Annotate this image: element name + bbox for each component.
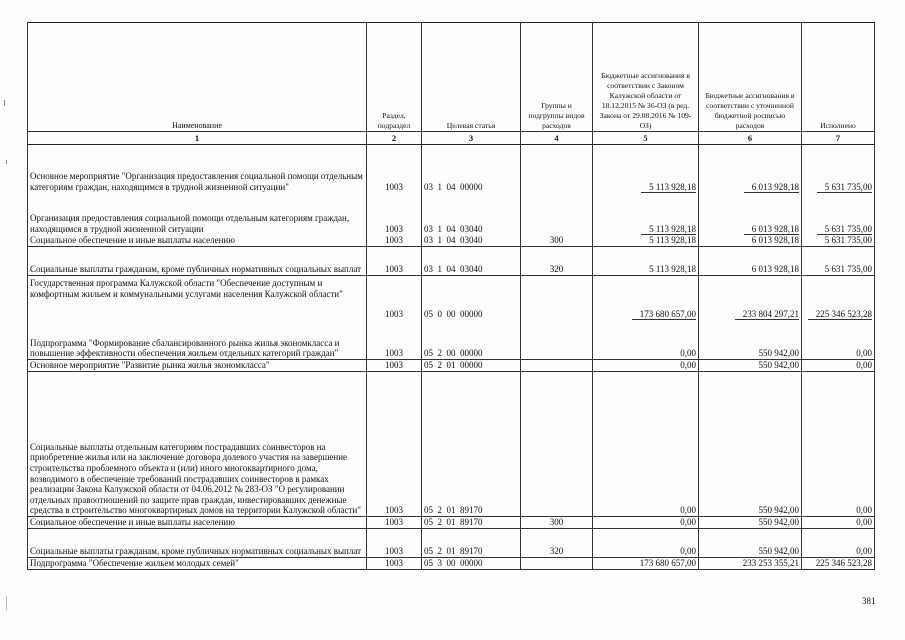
- row-section: 1003: [367, 247, 422, 276]
- row-target: 05 3 00 00000: [422, 558, 521, 570]
- row-section: 1003: [367, 276, 422, 320]
- table-row: [28, 558, 875, 570]
- row-group: [521, 320, 593, 360]
- row-name: Социальные выплаты отдельным категориям пострадавших соинвесторов на приобретение жилья или на заключение договора долевого участия на завершение строительства проблемного объекта и (или) иного многоквартирного дома, возводимого в обеспечение требований пострадавших соинвесторов в рамках реализации Закона Калужской области от 04.06.2012 № 283-ОЗ "О регулировании отдельных правоотношений по защите прав граждан, инвестировавших денежные средства в строительство многоквартирных домов на территории Калужской области": [28, 372, 367, 517]
- row-target: 05 2 00 00000: [422, 320, 521, 360]
- row-name: Социальное обеспечение и иные выплаты населению: [28, 517, 367, 529]
- row-target: 05 0 00 00000: [422, 276, 521, 320]
- row-section: 1003: [367, 360, 422, 372]
- row-target: 05 2 01 89170: [422, 529, 521, 558]
- header-law-allocation: Бюджетные ассигнования в соответствии с Законом Калужской области от 18.12.2015 № 36-ОЗ (в ред. Закона от 29.08.2016 № 109-ОЗ): [593, 23, 699, 132]
- column-number-row: [28, 132, 875, 145]
- page-number: 381: [862, 596, 876, 606]
- row-law-amount: 0,00: [593, 529, 699, 558]
- row-section: 1003: [367, 517, 422, 529]
- row-executed-amount: 225 346 523,28: [808, 309, 872, 320]
- row-section: 1003: [367, 235, 422, 247]
- row-law-amount: 0,00: [593, 320, 699, 360]
- row-law-amount: 0,00: [593, 372, 699, 517]
- row-target: 03 1 04 03040: [422, 247, 521, 276]
- table-row: [28, 320, 875, 360]
- header-name: Наименование: [28, 23, 367, 132]
- row-name: Основное мероприятие "Организация предоставления социальной помощи отдельным категориям граждан, находящимся в трудной жизненной ситуации": [28, 145, 367, 193]
- table-row: [28, 529, 875, 558]
- row-executed-amount: 0,00: [802, 320, 875, 360]
- header-target: Целевая статья: [422, 23, 521, 132]
- row-law-amount: 5 113 928,18: [593, 235, 699, 247]
- column-number: 6: [699, 132, 802, 145]
- scan-edge-mark: [6, 596, 7, 610]
- row-refined-amount: 6 013 928,18: [699, 247, 802, 276]
- row-name: Подпрограмма "Обеспечение жильем молодых семей": [28, 558, 367, 570]
- row-refined-amount: 550 942,00: [699, 320, 802, 360]
- row-group: 320: [521, 529, 593, 558]
- row-name: Государственная программа Калужской области "Обеспечение доступным и комфортным жильем и коммунальными услугами населения Калужской области": [28, 276, 367, 320]
- row-executed-amount: 0,00: [802, 372, 875, 517]
- row-target: 03 1 04 03040: [422, 235, 521, 247]
- row-law-amount: 0,00: [593, 517, 699, 529]
- table-row: [28, 360, 875, 372]
- column-number: 4: [521, 132, 593, 145]
- budget-table: [27, 22, 875, 570]
- row-law-amount: 5 113 928,18: [593, 247, 699, 276]
- row-executed-amount: 225 346 523,28: [802, 558, 875, 570]
- budget-report-sheet: [27, 22, 874, 570]
- header-refined-allocation: Бюджетные ассигнования в соответствии с уточненной бюджетной росписью расходов: [699, 23, 802, 132]
- row-group: 320: [521, 247, 593, 276]
- row-law-amount: 5 113 928,18: [641, 224, 696, 235]
- scan-edge-mark: [6, 160, 7, 164]
- column-number: 2: [367, 132, 422, 145]
- table-row: [28, 372, 875, 517]
- row-target: 03 1 04 03040: [422, 193, 521, 235]
- row-group: [521, 372, 593, 517]
- row-group: 300: [521, 517, 593, 529]
- row-refined-amount: 550 942,00: [699, 517, 802, 529]
- row-law-amount: 0,00: [593, 360, 699, 372]
- row-executed-amount: 5 631 735,00: [802, 235, 875, 247]
- row-section: 1003: [367, 145, 422, 193]
- row-name: Социальные выплаты гражданам, кроме публичных нормативных социальных выплат: [28, 247, 367, 276]
- row-section: 1003: [367, 529, 422, 558]
- row-executed-amount: 5 631 735,00: [817, 182, 872, 193]
- row-refined-amount: 550 942,00: [699, 360, 802, 372]
- row-group: 300: [521, 235, 593, 247]
- row-name: Организация предоставления социальной помощи отдельным категориям граждан, находящимся в трудной жизненной ситуации: [28, 193, 367, 235]
- header-section: Раздел, подраздел: [367, 23, 422, 132]
- row-name: Социальные выплаты гражданам, кроме публичных нормативных социальных выплат: [28, 529, 367, 558]
- row-law-amount: 5 113 928,18: [641, 182, 696, 193]
- table-row: [28, 235, 875, 247]
- table-row: [28, 247, 875, 276]
- row-target: 03 1 04 00000: [422, 145, 521, 193]
- row-refined-amount: 6 013 928,18: [699, 235, 802, 247]
- row-group: [521, 193, 593, 235]
- row-refined-amount: 6 013 928,18: [744, 224, 799, 235]
- row-executed-amount: 0,00: [802, 517, 875, 529]
- row-refined-amount: 233 804 297,21: [735, 309, 799, 320]
- column-number: 3: [422, 132, 521, 145]
- row-group: [521, 558, 593, 570]
- column-number: 7: [802, 132, 875, 145]
- scan-edge-mark: [4, 100, 5, 106]
- row-name: Социальное обеспечение и иные выплаты населению: [28, 235, 367, 247]
- row-target: 05 2 01 89170: [422, 517, 521, 529]
- column-number: 5: [593, 132, 699, 145]
- row-target: 05 2 01 00000: [422, 360, 521, 372]
- table-row: [28, 517, 875, 529]
- row-executed-amount: 0,00: [802, 360, 875, 372]
- header-groups: Группы и подгруппы видов расходов: [521, 23, 593, 132]
- table-row: [28, 193, 875, 235]
- row-target: 05 2 01 89170: [422, 372, 521, 517]
- row-law-amount: 173 680 657,00: [632, 309, 696, 320]
- column-number: 1: [28, 132, 367, 145]
- row-refined-amount: 550 942,00: [699, 372, 802, 517]
- table-header-row: [28, 23, 875, 132]
- row-section: 1003: [367, 558, 422, 570]
- row-section: 1003: [367, 320, 422, 360]
- row-section: 1003: [367, 193, 422, 235]
- row-refined-amount: 233 253 355,21: [699, 558, 802, 570]
- table-row: [28, 145, 875, 193]
- row-refined-amount: 6 013 928,18: [744, 182, 799, 193]
- row-group: [521, 276, 593, 320]
- row-refined-amount: 550 942,00: [699, 529, 802, 558]
- row-executed-amount: 5 631 735,00: [817, 224, 872, 235]
- row-section: 1003: [367, 372, 422, 517]
- row-executed-amount: 5 631 735,00: [802, 247, 875, 276]
- table-row: [28, 276, 875, 320]
- header-executed: Исполнено: [802, 23, 875, 132]
- row-name: Подпрограмма "Формирование сбалансированного рынка жилья экономкласса и повышение эффективности обеспечения жильем отдельных категорий граждан": [28, 320, 367, 360]
- row-group: [521, 145, 593, 193]
- row-executed-amount: 0,00: [802, 529, 875, 558]
- row-law-amount: 173 680 657,00: [593, 558, 699, 570]
- row-group: [521, 360, 593, 372]
- row-name: Основное мероприятие "Развитие рынка жилья экономкласса": [28, 360, 367, 372]
